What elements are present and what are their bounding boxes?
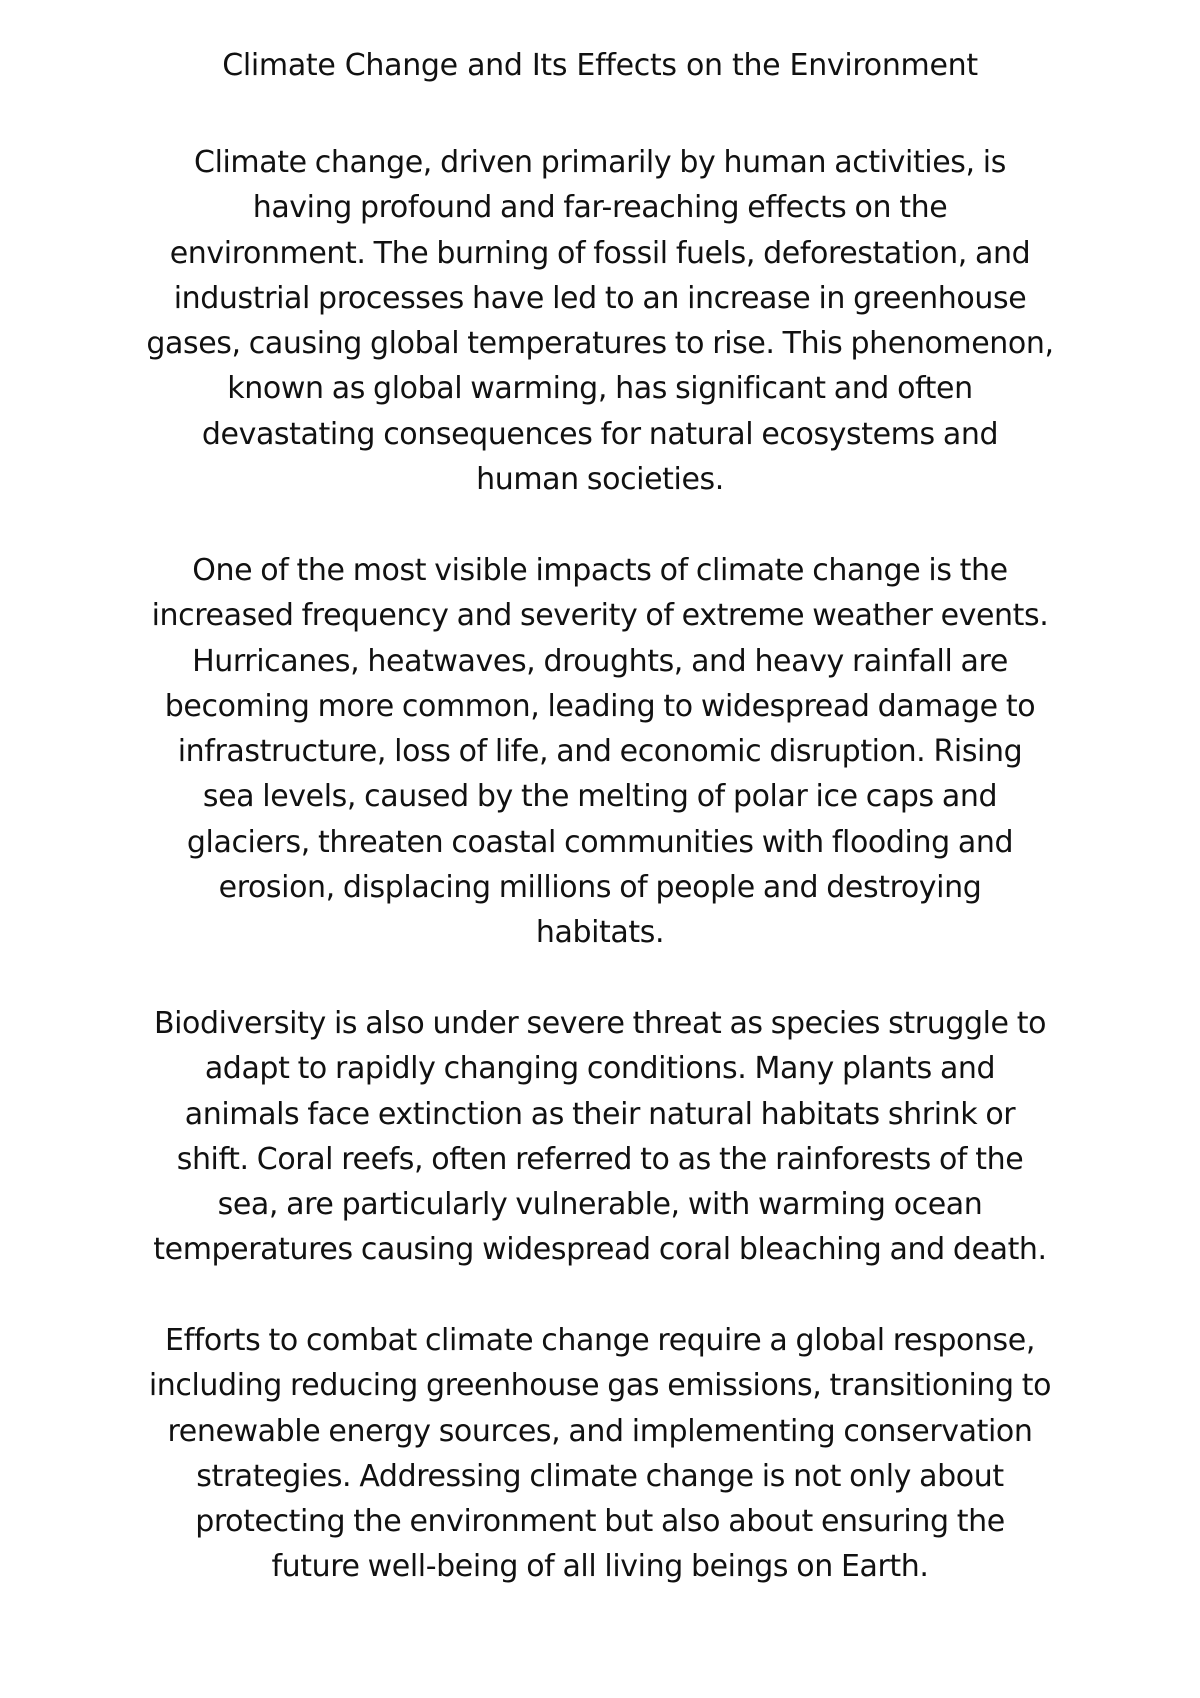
paragraph-line: sea, are particularly vulnerable, with warming ocean bbox=[217, 1187, 983, 1223]
paragraph-3 bbox=[120, 1001, 1080, 1273]
paragraph-line: shift. Coral reefs, often referred to as the rainforests of the bbox=[176, 1141, 1024, 1177]
paragraph-line: glaciers, threaten coastal communities with flooding and bbox=[186, 824, 1014, 860]
paragraph-line: human societies. bbox=[476, 462, 724, 498]
paragraph-line: strategies. Addressing climate change is not only about bbox=[196, 1458, 1004, 1494]
paragraph-line: Hurricanes, heatwaves, droughts, and heavy rainfall are bbox=[192, 643, 1008, 679]
paragraph-line: including reducing greenhouse gas emissions, transitioning to bbox=[148, 1368, 1052, 1404]
paragraph-line: known as global warming, has significant and often bbox=[227, 371, 973, 407]
paragraph-line: renewable energy sources, and implementing conservation bbox=[167, 1413, 1033, 1449]
paragraph-line: becoming more common, leading to widespread damage to bbox=[164, 688, 1036, 724]
paragraph-2 bbox=[120, 548, 1080, 956]
paragraph-line: sea levels, caused by the melting of polar ice caps and bbox=[202, 779, 998, 815]
paragraph-line: Biodiversity is also under severe threat as species struggle to bbox=[153, 1006, 1047, 1041]
paragraph-line: increased frequency and severity of extreme weather events. bbox=[151, 598, 1049, 634]
paragraph-line: protecting the environment but also about ensuring the bbox=[195, 1504, 1005, 1540]
paragraph-line: infrastructure, loss of life, and economic disruption. Rising bbox=[177, 734, 1023, 770]
paragraph-line: Climate change, driven primarily by human activities, is bbox=[194, 145, 1006, 180]
paragraph-1 bbox=[120, 140, 1080, 502]
paragraph-line: Efforts to combat climate change require a global response, bbox=[165, 1323, 1035, 1358]
paragraph-line: industrial processes have led to an increase in greenhouse bbox=[173, 280, 1027, 316]
paragraph-line: habitats. bbox=[535, 915, 665, 951]
paragraph-line: environment. The burning of fossil fuels, deforestation, and bbox=[169, 235, 1031, 271]
paragraph-line: One of the most visible impacts of climate change is the bbox=[192, 553, 1008, 588]
paragraph-line: animals face extinction as their natural habitats shrink or bbox=[184, 1096, 1016, 1132]
paragraph-4 bbox=[120, 1318, 1080, 1590]
paragraph-line: adapt to rapidly changing conditions. Many plants and bbox=[204, 1051, 996, 1087]
paragraph-line: gases, causing global temperatures to rise. This phenomenon, bbox=[146, 326, 1054, 362]
paragraph-line: devastating consequences for natural ecosystems and bbox=[201, 416, 999, 452]
paragraph-line: future well-being of all living beings on Earth. bbox=[271, 1549, 929, 1585]
paragraph-line: temperatures causing widespread coral bleaching and death. bbox=[153, 1232, 1047, 1268]
document-title: Climate Change and Its Effects on the Environment bbox=[222, 48, 978, 83]
paragraph-line: erosion, displacing millions of people and destroying bbox=[218, 870, 982, 906]
paragraph-line: having profound and far-reaching effects on the bbox=[252, 190, 948, 226]
